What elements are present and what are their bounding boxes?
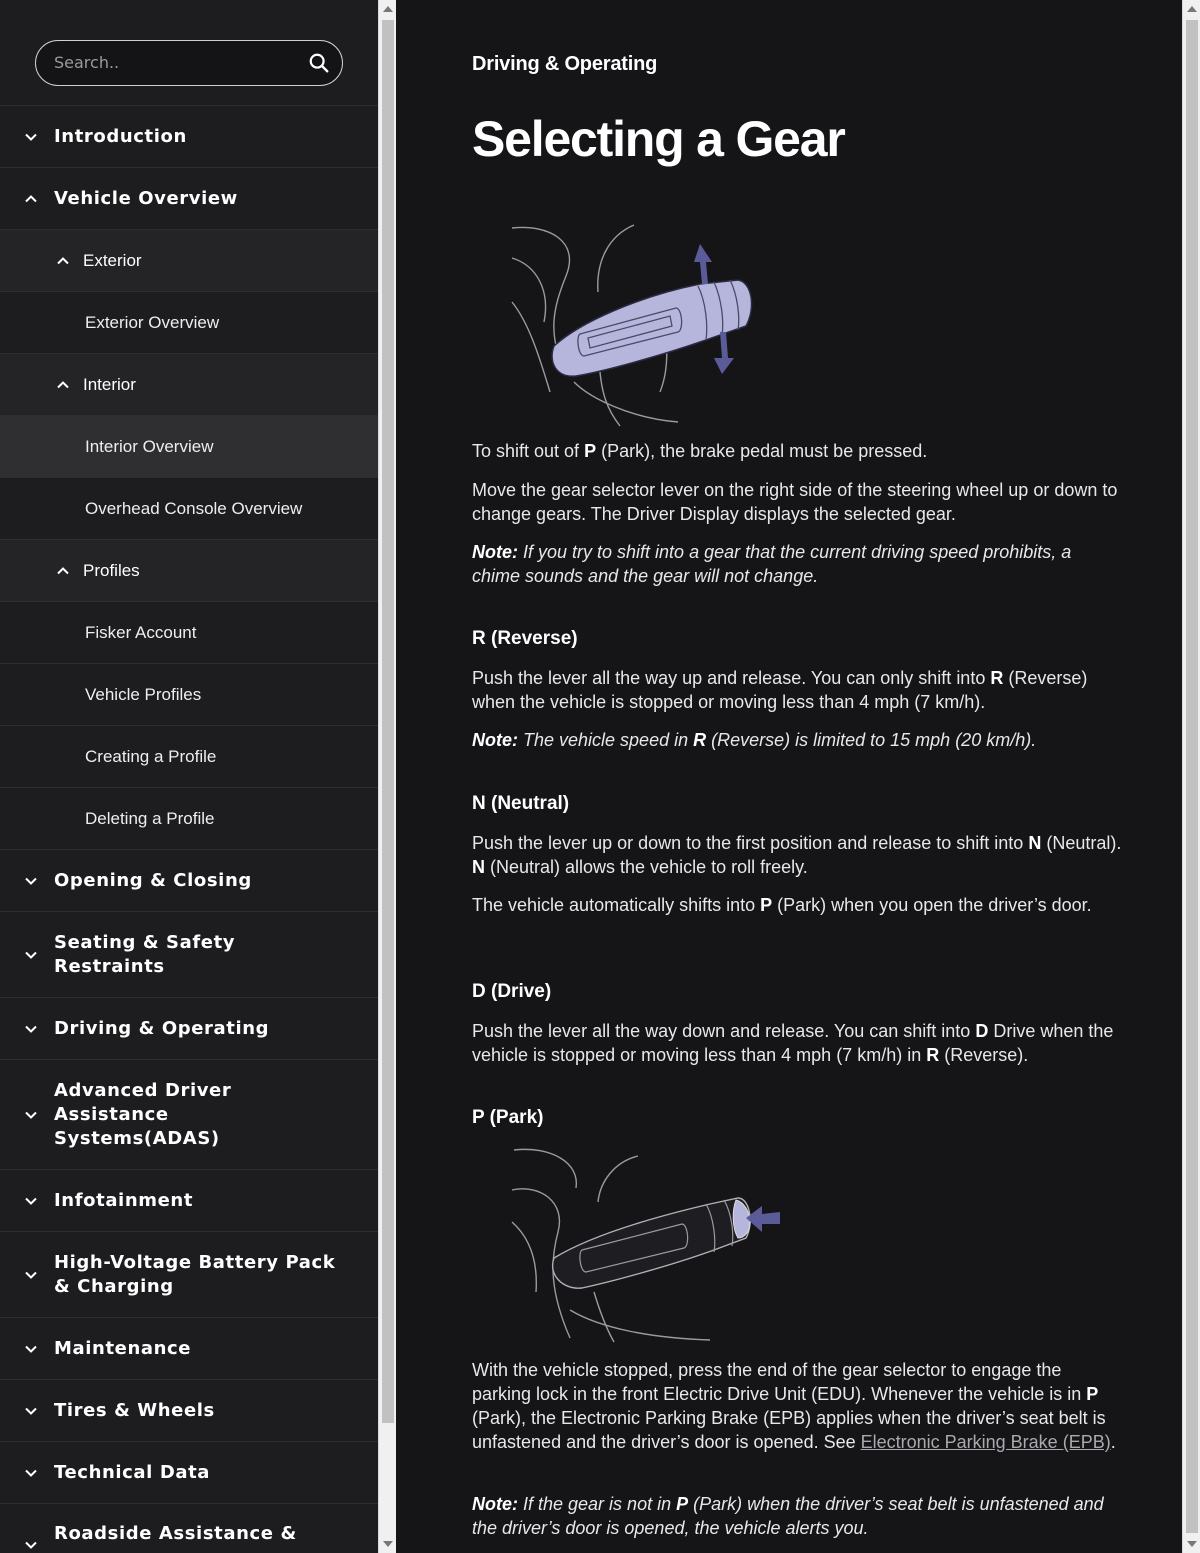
gear-letter: R bbox=[990, 668, 1004, 688]
sidebar-item-label bbox=[54, 1251, 335, 1299]
sidebar-item-label: Creating a Profile bbox=[85, 746, 217, 766]
intro-note bbox=[472, 540, 1122, 588]
sidebar-item-interior-overview[interactable] bbox=[0, 416, 378, 478]
gear-lever-up-down-illustration bbox=[510, 222, 760, 428]
text: Push the lever all the way down and release. You can shift into bbox=[472, 1021, 976, 1041]
sidebar-item-hv-battery[interactable] bbox=[0, 1232, 378, 1318]
reverse-note bbox=[472, 728, 1122, 752]
gear-letter: P bbox=[1086, 1384, 1099, 1404]
sidebar-item-label: Exterior Overview bbox=[85, 312, 220, 332]
sidebar-item-label: Driving & Operating bbox=[54, 1017, 270, 1039]
sidebar-item-adas[interactable] bbox=[0, 1060, 378, 1170]
chevron-down-icon bbox=[24, 1268, 38, 1282]
text: (Reverse) when the vehicle is stopped or moving less than 4 mph (7 km/h). bbox=[472, 668, 1088, 712]
note-label: Note: bbox=[472, 730, 518, 750]
chevron-up-icon bbox=[56, 378, 70, 392]
sidebar-item-label: Fisker Account bbox=[85, 622, 197, 642]
electronic-parking-brake-link[interactable]: Electronic Parking Brake (EPB) bbox=[860, 1432, 1111, 1452]
sidebar-item-label: Opening & Closing bbox=[54, 869, 252, 891]
main-content bbox=[396, 0, 1182, 1553]
search-box[interactable] bbox=[35, 40, 343, 86]
sidebar-item-technical-data[interactable] bbox=[0, 1442, 378, 1504]
label-line: Restraints bbox=[54, 955, 165, 977]
sidebar-item-label: Deleting a Profile bbox=[85, 808, 215, 828]
sidebar-item-fisker-account[interactable] bbox=[0, 602, 378, 664]
text: The vehicle automatically shifts into bbox=[472, 895, 761, 915]
sidebar-item-roadside-assistance[interactable] bbox=[0, 1504, 378, 1553]
text: To shift out of bbox=[472, 441, 585, 461]
chevron-down-icon bbox=[24, 1404, 38, 1418]
scroll-down-arrow-icon[interactable] bbox=[383, 1541, 393, 1547]
chevron-up-icon bbox=[24, 192, 38, 206]
sidebar-item-introduction[interactable] bbox=[0, 106, 378, 168]
text: (Park) when you open the driver’s door. bbox=[772, 895, 1092, 915]
sidebar-item-label: Introduction bbox=[54, 125, 187, 147]
sidebar-item-exterior-overview[interactable] bbox=[0, 292, 378, 354]
sidebar-item-maintenance[interactable] bbox=[0, 1318, 378, 1380]
sidebar-item-vehicle-overview[interactable] bbox=[0, 168, 378, 230]
note-label: Note: bbox=[472, 1494, 518, 1514]
section-heading-neutral: N (Neutral) bbox=[472, 793, 570, 814]
sidebar-item-label: Profiles bbox=[83, 560, 140, 580]
sidebar-item-label: Vehicle Overview bbox=[54, 187, 238, 209]
sidebar-item-label: Infotainment bbox=[54, 1189, 194, 1211]
note-label: Note: bbox=[472, 542, 518, 562]
sidebar-item-driving-operating[interactable] bbox=[0, 998, 378, 1060]
scroll-down-arrow-icon[interactable] bbox=[1187, 1541, 1197, 1547]
section-heading-drive: D (Drive) bbox=[472, 981, 552, 1002]
reverse-paragraph bbox=[472, 666, 1122, 714]
sidebar-item-overhead-console-overview[interactable] bbox=[0, 478, 378, 540]
sidebar-item-label: Vehicle Profiles bbox=[85, 684, 202, 704]
chevron-down-icon bbox=[24, 1466, 38, 1480]
drive-paragraph bbox=[472, 1019, 1122, 1067]
text: (Park), the brake pedal must be pressed. bbox=[596, 441, 928, 461]
text: Push the lever all the way up and release. You can only shift into bbox=[472, 668, 991, 688]
chevron-up-icon bbox=[56, 254, 70, 268]
content-scrollbar-thumb[interactable] bbox=[1186, 20, 1198, 1533]
sidebar-scrollbar-thumb[interactable] bbox=[382, 20, 394, 1423]
intro-paragraph-1 bbox=[472, 439, 1122, 463]
gear-letter: N bbox=[1028, 833, 1042, 853]
text: (Reverse). bbox=[939, 1045, 1029, 1065]
search-input[interactable] bbox=[54, 41, 294, 84]
chevron-down-icon bbox=[24, 874, 38, 888]
sidebar-item-label: Tires & Wheels bbox=[54, 1399, 215, 1421]
sidebar bbox=[0, 0, 378, 1553]
label-line: & Charging bbox=[54, 1275, 174, 1297]
sidebar-item-seating-safety[interactable] bbox=[0, 912, 378, 998]
gear-letter: P bbox=[676, 1494, 689, 1514]
label-line: High-Voltage Battery Pack bbox=[54, 1251, 336, 1273]
label-line: Systems(ADAS) bbox=[54, 1127, 220, 1149]
label-line: Seating & Safety bbox=[54, 931, 236, 953]
sidebar-item-label: Interior bbox=[83, 374, 136, 394]
gear-letter: P bbox=[584, 441, 597, 461]
intro-paragraph-2: Move the gear selector lever on the right side of the steering wheel up or down to change gears. The Driver Display displays the selected gear. bbox=[472, 480, 1118, 524]
sidebar-item-label: Interior Overview bbox=[85, 436, 214, 456]
sidebar-item-opening-closing[interactable] bbox=[0, 850, 378, 912]
search-area bbox=[0, 0, 378, 106]
sidebar-item-label bbox=[54, 931, 235, 979]
sidebar-item-label: Exterior bbox=[83, 250, 142, 270]
note-text: If you try to shift into a gear that the current driving speed prohibits, a chime sounds and the gear will not change. bbox=[472, 542, 1072, 586]
sidebar-item-exterior[interactable] bbox=[0, 230, 378, 292]
neutral-paragraph-1 bbox=[472, 831, 1122, 879]
gear-letter: D bbox=[975, 1021, 989, 1041]
sidebar-item-interior[interactable] bbox=[0, 354, 378, 416]
section-heading-reverse: R (Reverse) bbox=[472, 628, 578, 649]
search-icon[interactable] bbox=[308, 52, 330, 74]
sidebar-item-label: Maintenance bbox=[54, 1337, 192, 1359]
scroll-up-arrow-icon[interactable] bbox=[1187, 6, 1197, 12]
chevron-down-icon bbox=[24, 130, 38, 144]
chevron-down-icon bbox=[24, 948, 38, 962]
page-title: Selecting a Gear bbox=[472, 111, 845, 167]
neutral-paragraph-2 bbox=[472, 893, 1122, 917]
chevron-down-icon bbox=[24, 1538, 38, 1552]
text: (Neutral) allows the vehicle to roll freely. bbox=[485, 857, 808, 877]
gear-letter: N bbox=[472, 857, 485, 877]
chevron-down-icon bbox=[24, 1022, 38, 1036]
sidebar-item-label: Roadside Assistance & bbox=[54, 1523, 297, 1544]
note-text: The vehicle speed in bbox=[518, 730, 694, 750]
label-line: Assistance bbox=[54, 1103, 169, 1125]
note-text: (Reverse) is limited to 15 mph (20 km/h). bbox=[706, 730, 1037, 750]
chevron-up-icon bbox=[56, 564, 70, 578]
sidebar-scrollbar[interactable] bbox=[378, 0, 396, 1553]
sidebar-item-deleting-a-profile[interactable] bbox=[0, 788, 378, 850]
sidebar-item-tires-wheels[interactable] bbox=[0, 1380, 378, 1442]
breadcrumb[interactable]: Driving & Operating bbox=[472, 53, 658, 75]
sidebar-item-infotainment[interactable] bbox=[0, 1170, 378, 1232]
note-text: (Park) when the driver’s seat belt is unfastened and the driver’s door is opened, the vehicle alerts you. bbox=[472, 1494, 1104, 1538]
gear-letter: R bbox=[693, 730, 707, 750]
park-paragraph bbox=[472, 1358, 1122, 1454]
chevron-down-icon bbox=[24, 1108, 38, 1122]
gear-lever-press-illustration bbox=[510, 1142, 790, 1344]
gear-letter: R bbox=[926, 1045, 940, 1065]
sidebar-item-creating-a-profile[interactable] bbox=[0, 726, 378, 788]
sidebar-item-vehicle-profiles[interactable] bbox=[0, 664, 378, 726]
note-text: If the gear is not in bbox=[518, 1494, 677, 1514]
chevron-down-icon bbox=[24, 1342, 38, 1356]
text: . bbox=[1110, 1432, 1116, 1452]
text: (Park), the Electronic Parking Brake (EPB) applies when the driver’s seat belt is unfastened and the driver’s door is opened. See bbox=[472, 1408, 1106, 1452]
text: Push the lever up or down to the first position and release to shift into bbox=[472, 833, 1029, 853]
content-scrollbar[interactable] bbox=[1182, 0, 1200, 1553]
gear-letter: P bbox=[760, 895, 773, 915]
chevron-down-icon bbox=[24, 1194, 38, 1208]
sidebar-item-label: Technical Data bbox=[54, 1461, 211, 1483]
sidebar-item-label: Overhead Console Overview bbox=[85, 498, 303, 518]
label-line: Advanced Driver bbox=[54, 1079, 232, 1101]
text: (Neutral). bbox=[1041, 833, 1122, 853]
text: Drive when the vehicle is stopped or moving less than 4 mph (7 km/h) in bbox=[472, 1021, 1114, 1065]
scroll-up-arrow-icon[interactable] bbox=[383, 6, 393, 12]
section-heading-park: P (Park) bbox=[472, 1107, 544, 1128]
sidebar-item-label bbox=[54, 1079, 231, 1151]
park-note bbox=[472, 1492, 1122, 1540]
text: With the vehicle stopped, press the end of the gear selector to engage the parking lock in the front Electric Drive Unit (EDU). Whenever the vehicle is in bbox=[472, 1360, 1087, 1404]
sidebar-item-profiles[interactable] bbox=[0, 540, 378, 602]
